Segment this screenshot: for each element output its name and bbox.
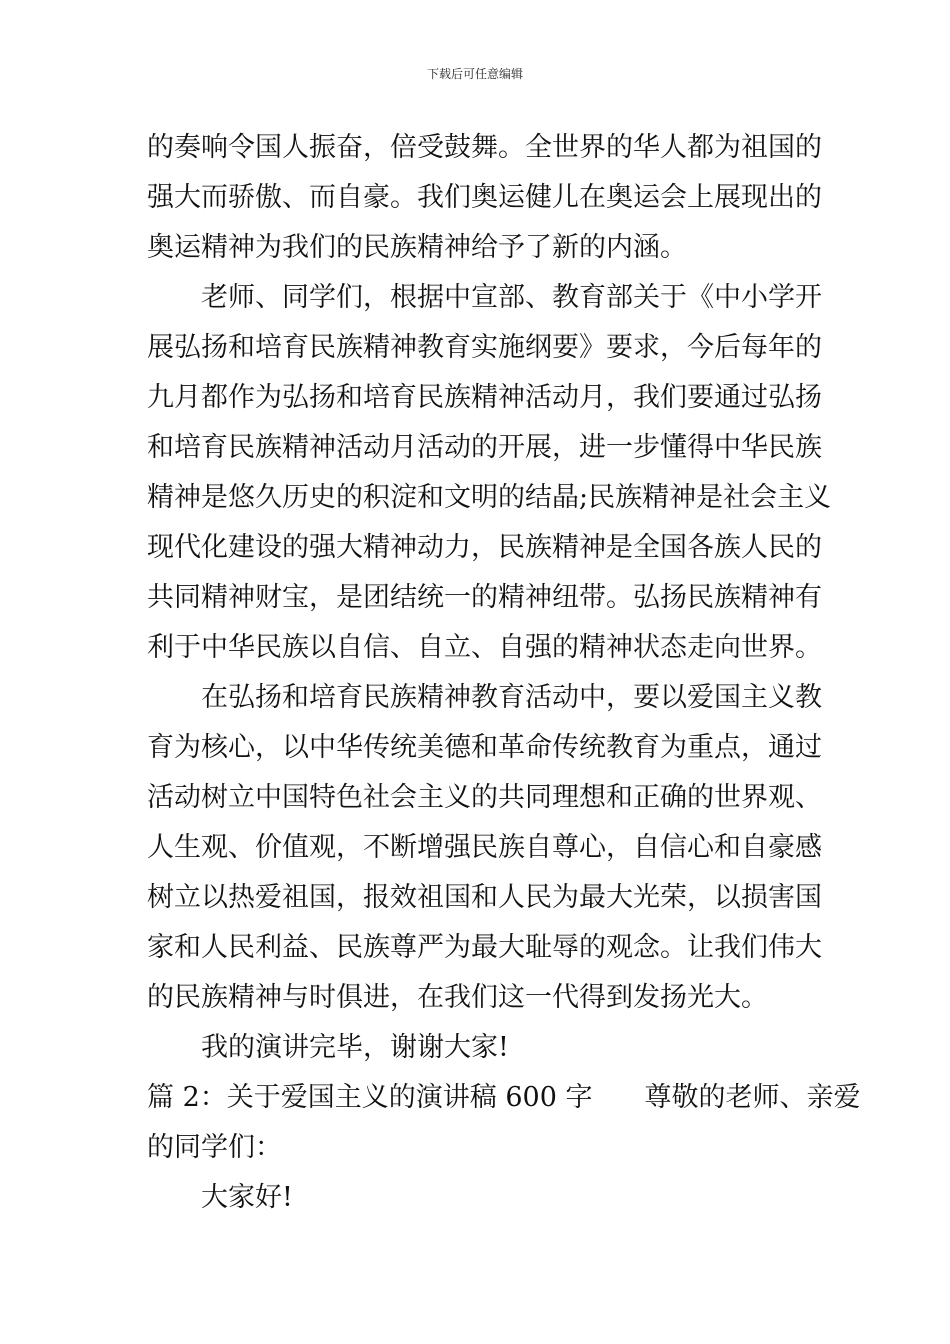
text-line: 活动树立中国特色社会主义的共同理想和正确的世界观、 [147, 782, 822, 813]
section-heading-line [147, 1080, 860, 1116]
paragraph-start-line: 老师、同学们，根据中宣部、教育部关于《中小学开 [147, 282, 822, 313]
text-line: 树立以热爱祖国，报效祖国和人民为最大光荣，以损害国 [147, 882, 822, 913]
text-line: 的民族精神与时俱进，在我们这一代得到发扬光大。 [147, 982, 768, 1013]
text-line: 家和人民利益、民族尊严为最大耻辱的观念。让我们伟大 [147, 932, 822, 963]
header-note: 下载后可任意编辑 [426, 67, 523, 81]
text-line: 共同精神财宝，是团结统一的精神纽带。弘扬民族精神有 [147, 582, 822, 613]
greeting-line: 大家好! [147, 1182, 293, 1213]
text-line: 的奏响令国人振奋，倍受鼓舞。全世界的华人都为祖国的 [147, 132, 822, 163]
text-line: 九月都作为弘扬和培育民族精神活动月，我们要通过弘扬 [147, 382, 822, 413]
paragraph-start-line: 在弘扬和培育民族精神教育活动中，要以爱国主义教 [147, 682, 822, 713]
text-line: 精神是悠久历史的积淀和文明的结晶;民族精神是社会主义 [147, 482, 832, 513]
text-line: 和培育民族精神活动月活动的开展，进一步懂得中华民族 [147, 432, 822, 463]
salutation-start: 尊敬的老师、亲爱 [644, 1082, 861, 1113]
text-line: 育为核心，以中华传统美德和革命传统教育为重点，通过 [147, 732, 822, 763]
text-line: 展弘扬和培育民族精神教育实施纲要》要求，今后每年的 [147, 332, 822, 363]
closing-line: 我的演讲完毕，谢谢大家! [147, 1032, 509, 1063]
section-title: 篇 2：关于爱国主义的演讲稿 600 字 [147, 1082, 593, 1113]
text-line: 强大而骄傲、而自豪。我们奥运健儿在奥运会上展现出的 [147, 182, 822, 213]
text-line: 现代化建设的强大精神动力，民族精神是全国各族人民的 [147, 532, 822, 563]
salutation-end: 的同学们： [147, 1132, 282, 1163]
text-line: 人生观、价值观，不断增强民族自尊心，自信心和自豪感 [147, 832, 822, 863]
text-line: 奥运精神为我们的民族精神给予了新的内涵。 [147, 232, 687, 263]
text-line: 利于中华民族以自信、自立、自强的精神状态走向世界。 [147, 632, 822, 663]
